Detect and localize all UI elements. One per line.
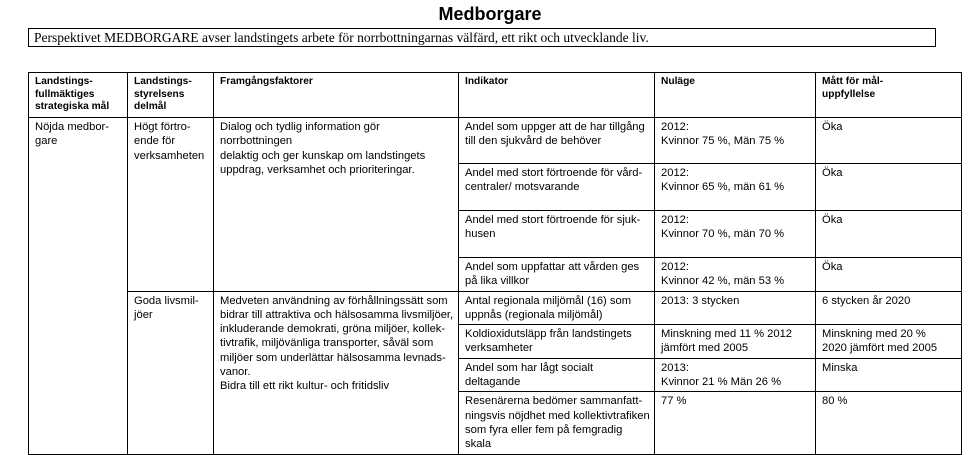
cell-line: delaktig och ger kunskap om landstingets — [220, 149, 426, 162]
cell-line: Framgångsfaktorer — [220, 76, 313, 87]
factors-cell — [214, 118, 459, 292]
cell-line: 80 % — [822, 395, 848, 408]
status-cell — [655, 164, 816, 211]
cell-line: Öka — [822, 214, 843, 226]
header-indicator — [459, 73, 655, 118]
indicator-cell — [459, 392, 655, 454]
table-row — [29, 291, 962, 325]
cell-line: 77 % — [661, 395, 687, 408]
goal-cell — [29, 118, 128, 455]
cell-line: Indikator — [465, 76, 509, 87]
cell-line: ende för — [134, 135, 176, 148]
cell-line: vanor. — [220, 366, 251, 379]
status-cell — [655, 325, 816, 359]
cell-line: Dialog och tydlig information gör norrbottningen — [220, 121, 380, 148]
indicator-cell — [459, 291, 655, 325]
indicator-cell — [459, 118, 655, 164]
cell-line: 2013: 3 stycken — [661, 294, 740, 307]
cell-line: Kvinnor 21 % Män 26 % — [661, 376, 782, 389]
cell-line: Landstings- — [134, 76, 192, 87]
cell-line: 2012: — [661, 167, 689, 179]
status-cell — [655, 291, 816, 325]
cell-line: Koldioxidutsläpp från landstingets — [465, 328, 632, 341]
cell-line: Högt förtro- — [134, 121, 191, 133]
subgoal-cell — [128, 118, 214, 292]
cell-line: till den sjukvård de behöver — [465, 135, 602, 148]
header-row — [29, 73, 962, 118]
status-cell — [655, 258, 816, 292]
cell-line: som fyra eller fem på femgradig skala — [465, 423, 623, 451]
cell-line: 2020 jämfört med 2005 — [822, 342, 938, 355]
cell-line: Andel som har lågt socialt deltagande — [465, 361, 594, 389]
target-cell — [816, 258, 962, 292]
cell-line: fullmäktiges — [35, 88, 95, 100]
cell-line: Öka — [822, 261, 843, 273]
cell-line: Minskning med 11 % 2012 — [661, 328, 793, 341]
cell-line: Mått för mål- — [822, 76, 884, 87]
cell-line: centraler/ motsvarande — [465, 181, 580, 194]
cell-line: uppfyllelse — [822, 88, 876, 100]
cell-line: Landstings- — [35, 76, 93, 87]
target-cell — [816, 325, 962, 359]
cell-line: Andel med stort förtroende för sjuk- — [465, 214, 641, 226]
cell-line: Goda livsmil- — [134, 294, 199, 307]
cell-line: uppnås (regionala miljömål) — [465, 308, 603, 321]
target-cell — [816, 211, 962, 258]
cell-line: miljöer som underlättar hälsosamma levnads- — [220, 351, 446, 364]
cell-line: Resenärerna bedömer sammanfatt- — [465, 395, 643, 408]
indicator-cell — [459, 325, 655, 359]
cell-line: Minskning med 20 % — [822, 328, 926, 341]
cell-line: inkluderande demokrati, gröna miljöer, kollek- — [220, 323, 446, 336]
header-factors — [214, 73, 459, 118]
target-cell — [816, 118, 962, 164]
page-title: Medborgare — [438, 4, 542, 24]
cell-line: Bidra till ett rikt kultur- och fritidsliv — [220, 380, 390, 393]
cell-line: jöer — [134, 308, 153, 321]
status-cell — [655, 211, 816, 258]
table-row — [29, 118, 962, 164]
cell-line: styrelsens — [134, 88, 185, 100]
cell-line: 2012: — [661, 121, 689, 133]
cell-line: Andel som uppfattar att vården ges — [465, 261, 640, 273]
status-cell — [655, 358, 816, 392]
header-status — [655, 73, 816, 118]
perspective-box: Perspektivet MEDBORGARE avser landstingets arbete för norrbottningarnas välfärd, ett rikt och utvecklande liv. — [28, 28, 936, 47]
cell-line: delmål — [134, 101, 167, 112]
cell-line: uppdrag, verksamhet och prioriteringar. — [220, 163, 415, 176]
status-cell — [655, 118, 816, 164]
target-cell — [816, 358, 962, 392]
cell-line: Kvinnor 70 %, män 70 % — [661, 228, 785, 241]
cell-line: Kvinnor 42 %, män 53 % — [661, 275, 785, 288]
cell-line: Öka — [822, 121, 843, 133]
status-cell — [655, 392, 816, 454]
cell-line: jämfört med 2005 — [661, 342, 749, 355]
cell-line: gare — [35, 135, 58, 148]
cell-line: bidrar till attraktiva och hälsosamma livsmiljöer, — [220, 308, 454, 321]
cell-line: Nuläge — [661, 76, 695, 87]
cell-line: ningsvis nöjdhet med kollektivtrafiken — [465, 409, 650, 422]
indicator-cell — [459, 211, 655, 258]
header-goal — [29, 73, 128, 118]
cell-line: Öka — [822, 167, 843, 179]
cell-line: Kvinnor 75 %, Män 75 % — [661, 135, 785, 148]
indicator-cell — [459, 164, 655, 211]
target-cell — [816, 392, 962, 454]
cell-line: verksamheten — [134, 149, 205, 162]
indicator-cell — [459, 258, 655, 292]
cell-line: Andel med stort förtroende för vård- — [465, 167, 643, 179]
cell-line: Antal regionala miljömål (16) som — [465, 294, 632, 307]
factors-cell — [214, 291, 459, 454]
indicator-cell — [459, 358, 655, 392]
cell-line: Andel som uppger att de har tillgång — [465, 121, 645, 133]
cell-line: Medveten användning av förhållningssätt som — [220, 294, 448, 307]
goals-table — [28, 72, 962, 455]
cell-line: 2012: — [661, 261, 689, 273]
header-target — [816, 73, 962, 118]
goals-table-body — [29, 73, 962, 455]
header-subgoal — [128, 73, 214, 118]
cell-line: 2012: — [661, 214, 689, 226]
target-cell — [816, 164, 962, 211]
subgoal-cell — [128, 291, 214, 454]
cell-line: tivtrafik, miljövänliga transporter, såväl som — [220, 337, 434, 350]
cell-line: 2013: — [661, 361, 689, 374]
target-cell — [816, 291, 962, 325]
cell-line: verksamheter — [465, 342, 533, 355]
cell-line: Kvinnor 65 %, män 61 % — [661, 181, 785, 194]
cell-line: på lika villkor — [465, 275, 530, 288]
cell-line: 6 stycken år 2020 — [822, 294, 911, 307]
cell-line: Minska — [822, 361, 858, 374]
cell-line: Nöjda medbor- — [35, 121, 109, 133]
cell-line: husen — [465, 228, 496, 241]
cell-line: strategiska mål — [35, 101, 110, 112]
